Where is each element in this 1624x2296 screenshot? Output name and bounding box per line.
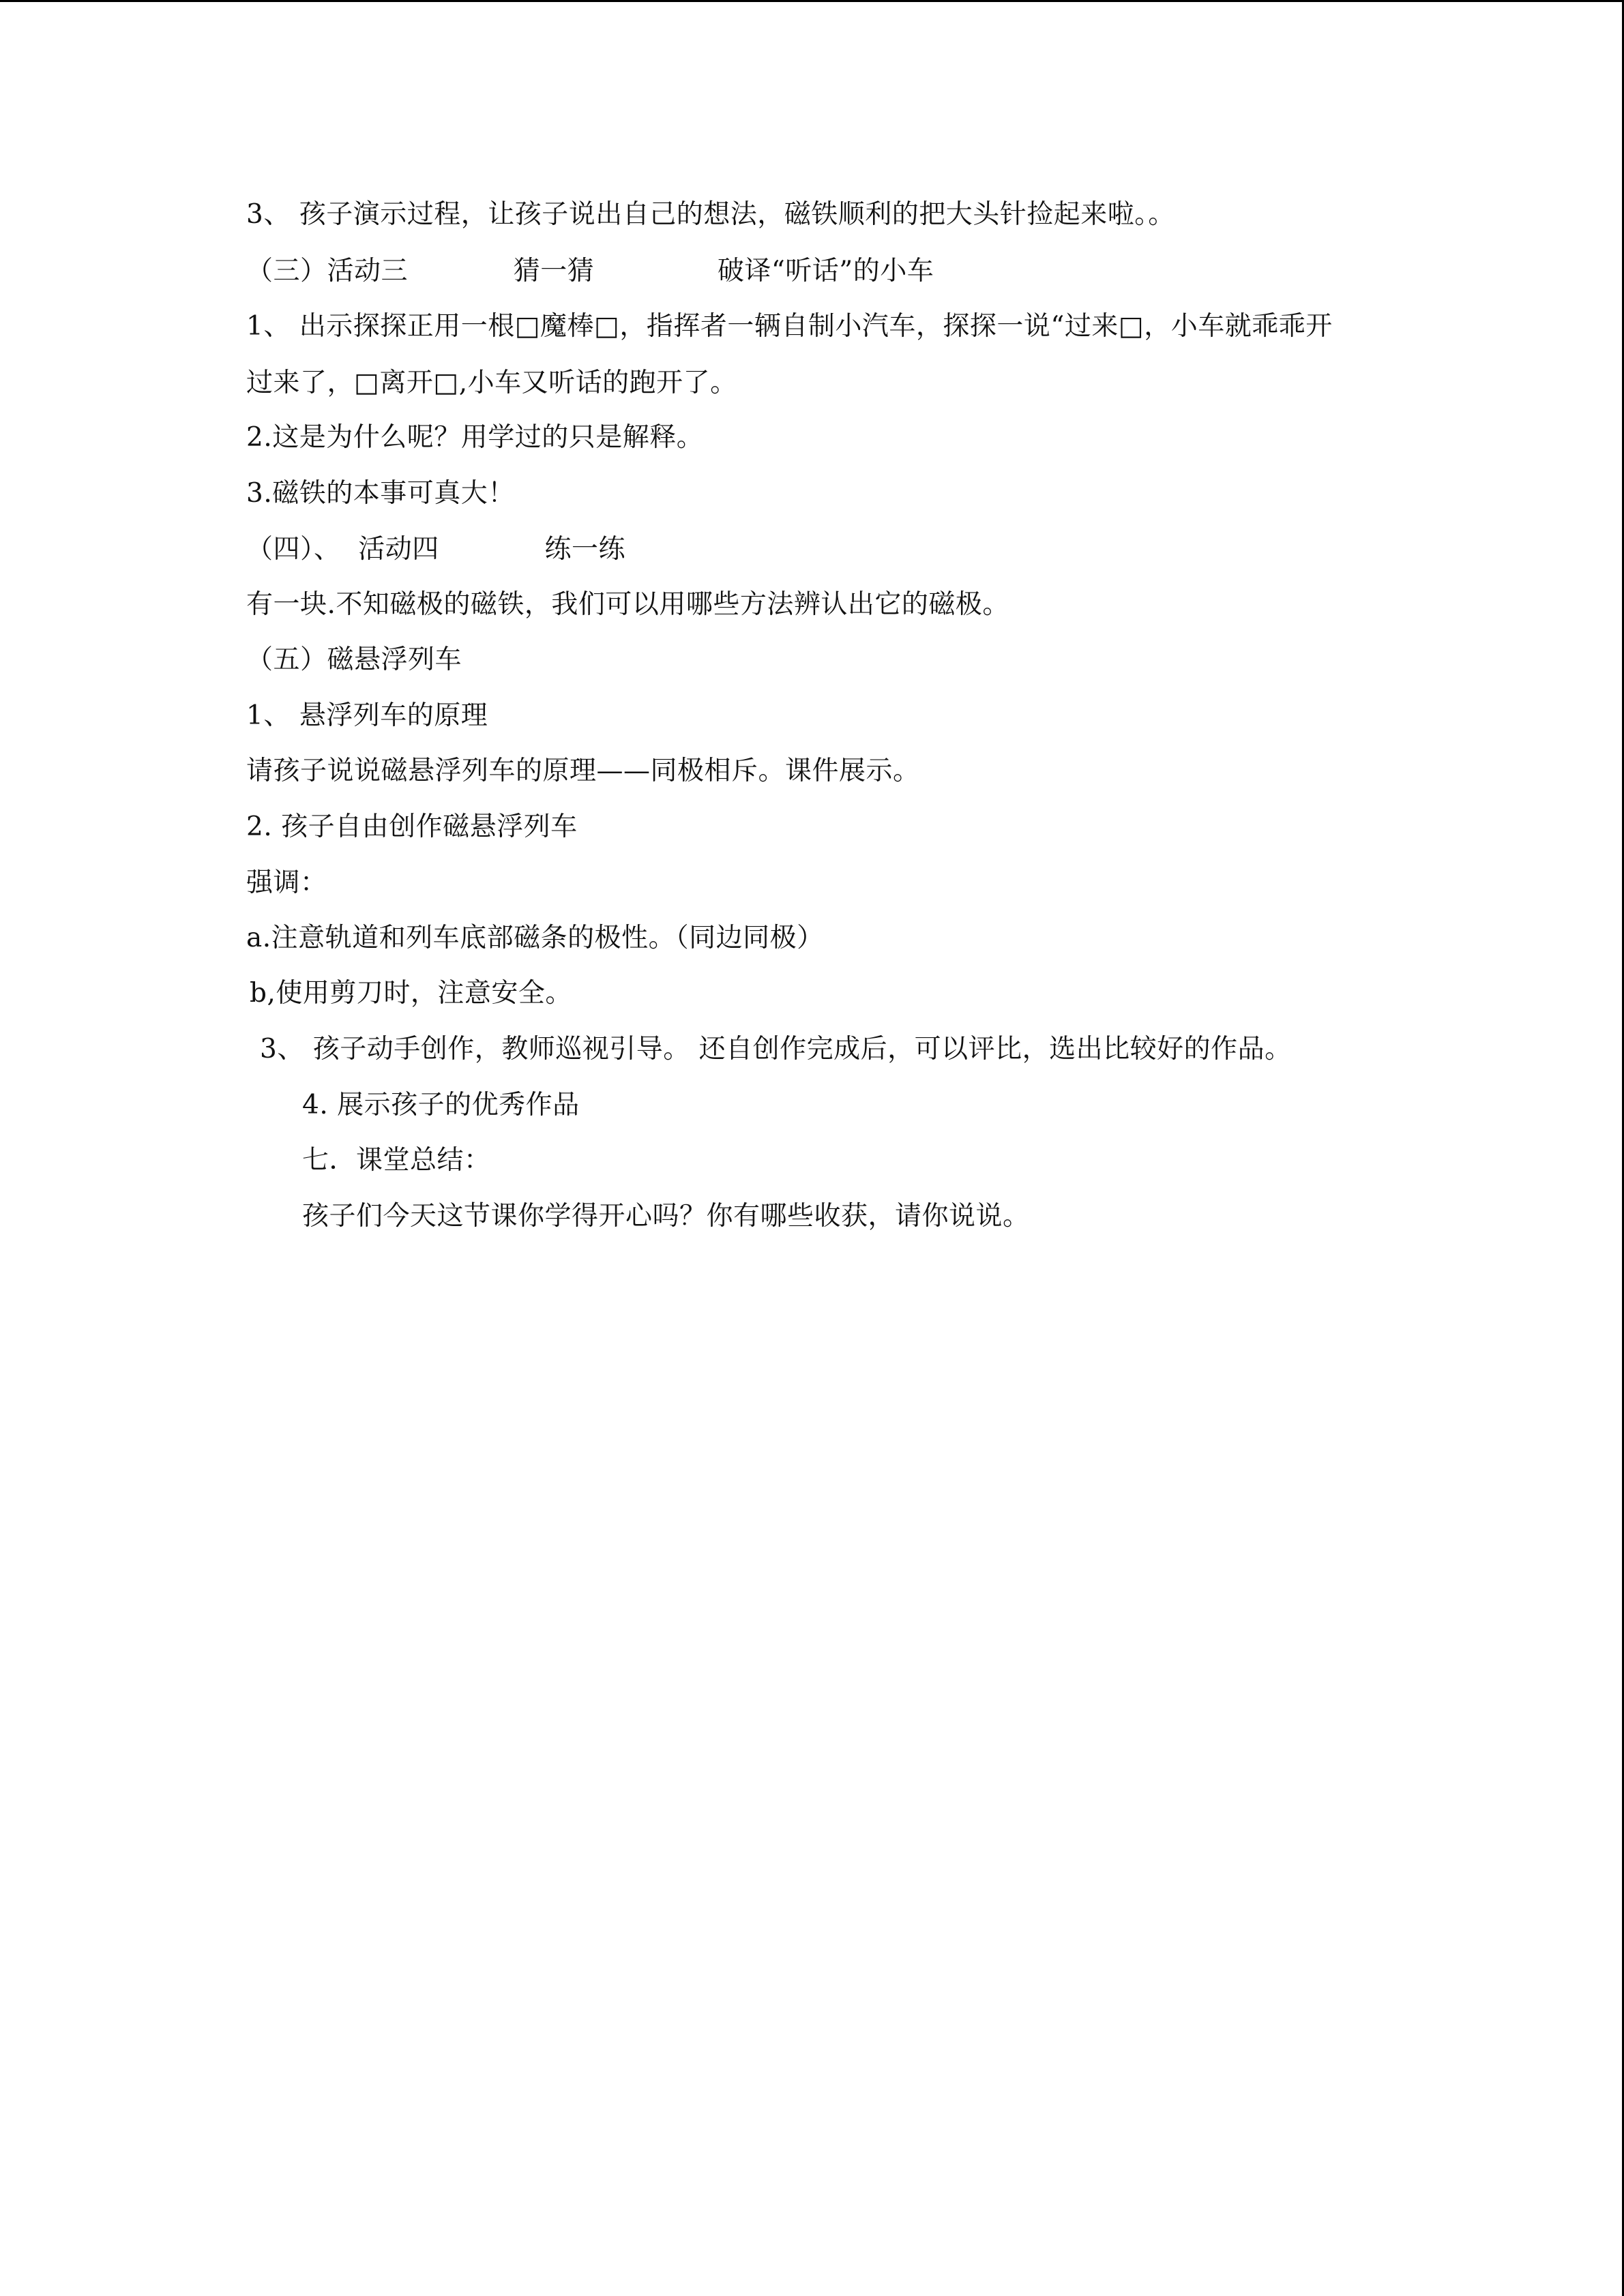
paragraph-line: 3、 孩子动手创作，教师巡视引导。 还自创作完成后，可以评比，选出比较好的作品。 — [260, 1034, 1292, 1064]
section-heading-summary: 七．课堂总结： — [302, 1145, 491, 1176]
paragraph-line: 有一块.不知磁极的磁铁，我们可以用哪些方法辨认出它的磁极。 — [246, 589, 1009, 620]
paragraph-line: 1、 悬浮列车的原理 — [246, 700, 488, 731]
paragraph-line: 强调： — [246, 867, 327, 898]
paragraph-line: 1、 出示探探正用一根□魔棒□，指挥者一辆自制小汽车，探探一说“过来□，小车就乖乖开 — [246, 311, 1333, 342]
paragraph-line: 3、 孩子演示过程，让孩子说出自己的想法，磁铁顺利的把大头针捡起来啦。。 — [246, 199, 1175, 230]
paragraph-line: 2. 孩子自由创作磁悬浮列车 — [246, 811, 578, 842]
section-heading-activity-4: （四）、 活动四 练一练 — [246, 534, 626, 565]
paragraph-line: 4. 展示孩子的优秀作品 — [302, 1090, 580, 1120]
paragraph-line: 请孩子说说磁悬浮列车的原理——同极相斥。课件展示。 — [246, 756, 920, 786]
paragraph-line: 孩子们今天这节课你学得开心吗？你有哪些收获，请你说说。 — [302, 1201, 1030, 1232]
paragraph-line: 2.这是为什么呢？用学过的只是解释。 — [246, 422, 704, 453]
section-heading-maglev: （五）磁悬浮列车 — [246, 644, 462, 675]
section-heading-activity-3: （三）活动三 猜一猜 破译“听话”的小车 — [246, 256, 934, 286]
paragraph-line: 过来了，□离开□,小车又听话的跑开了。 — [246, 368, 737, 398]
paragraph-line: b,使用剪刀时，注意安全。 — [250, 978, 572, 1009]
paragraph-line: 3.磁铁的本事可真大！ — [246, 478, 515, 509]
paragraph-line: a.注意轨道和列车底部磁条的极性。（同边同极） — [246, 923, 824, 953]
